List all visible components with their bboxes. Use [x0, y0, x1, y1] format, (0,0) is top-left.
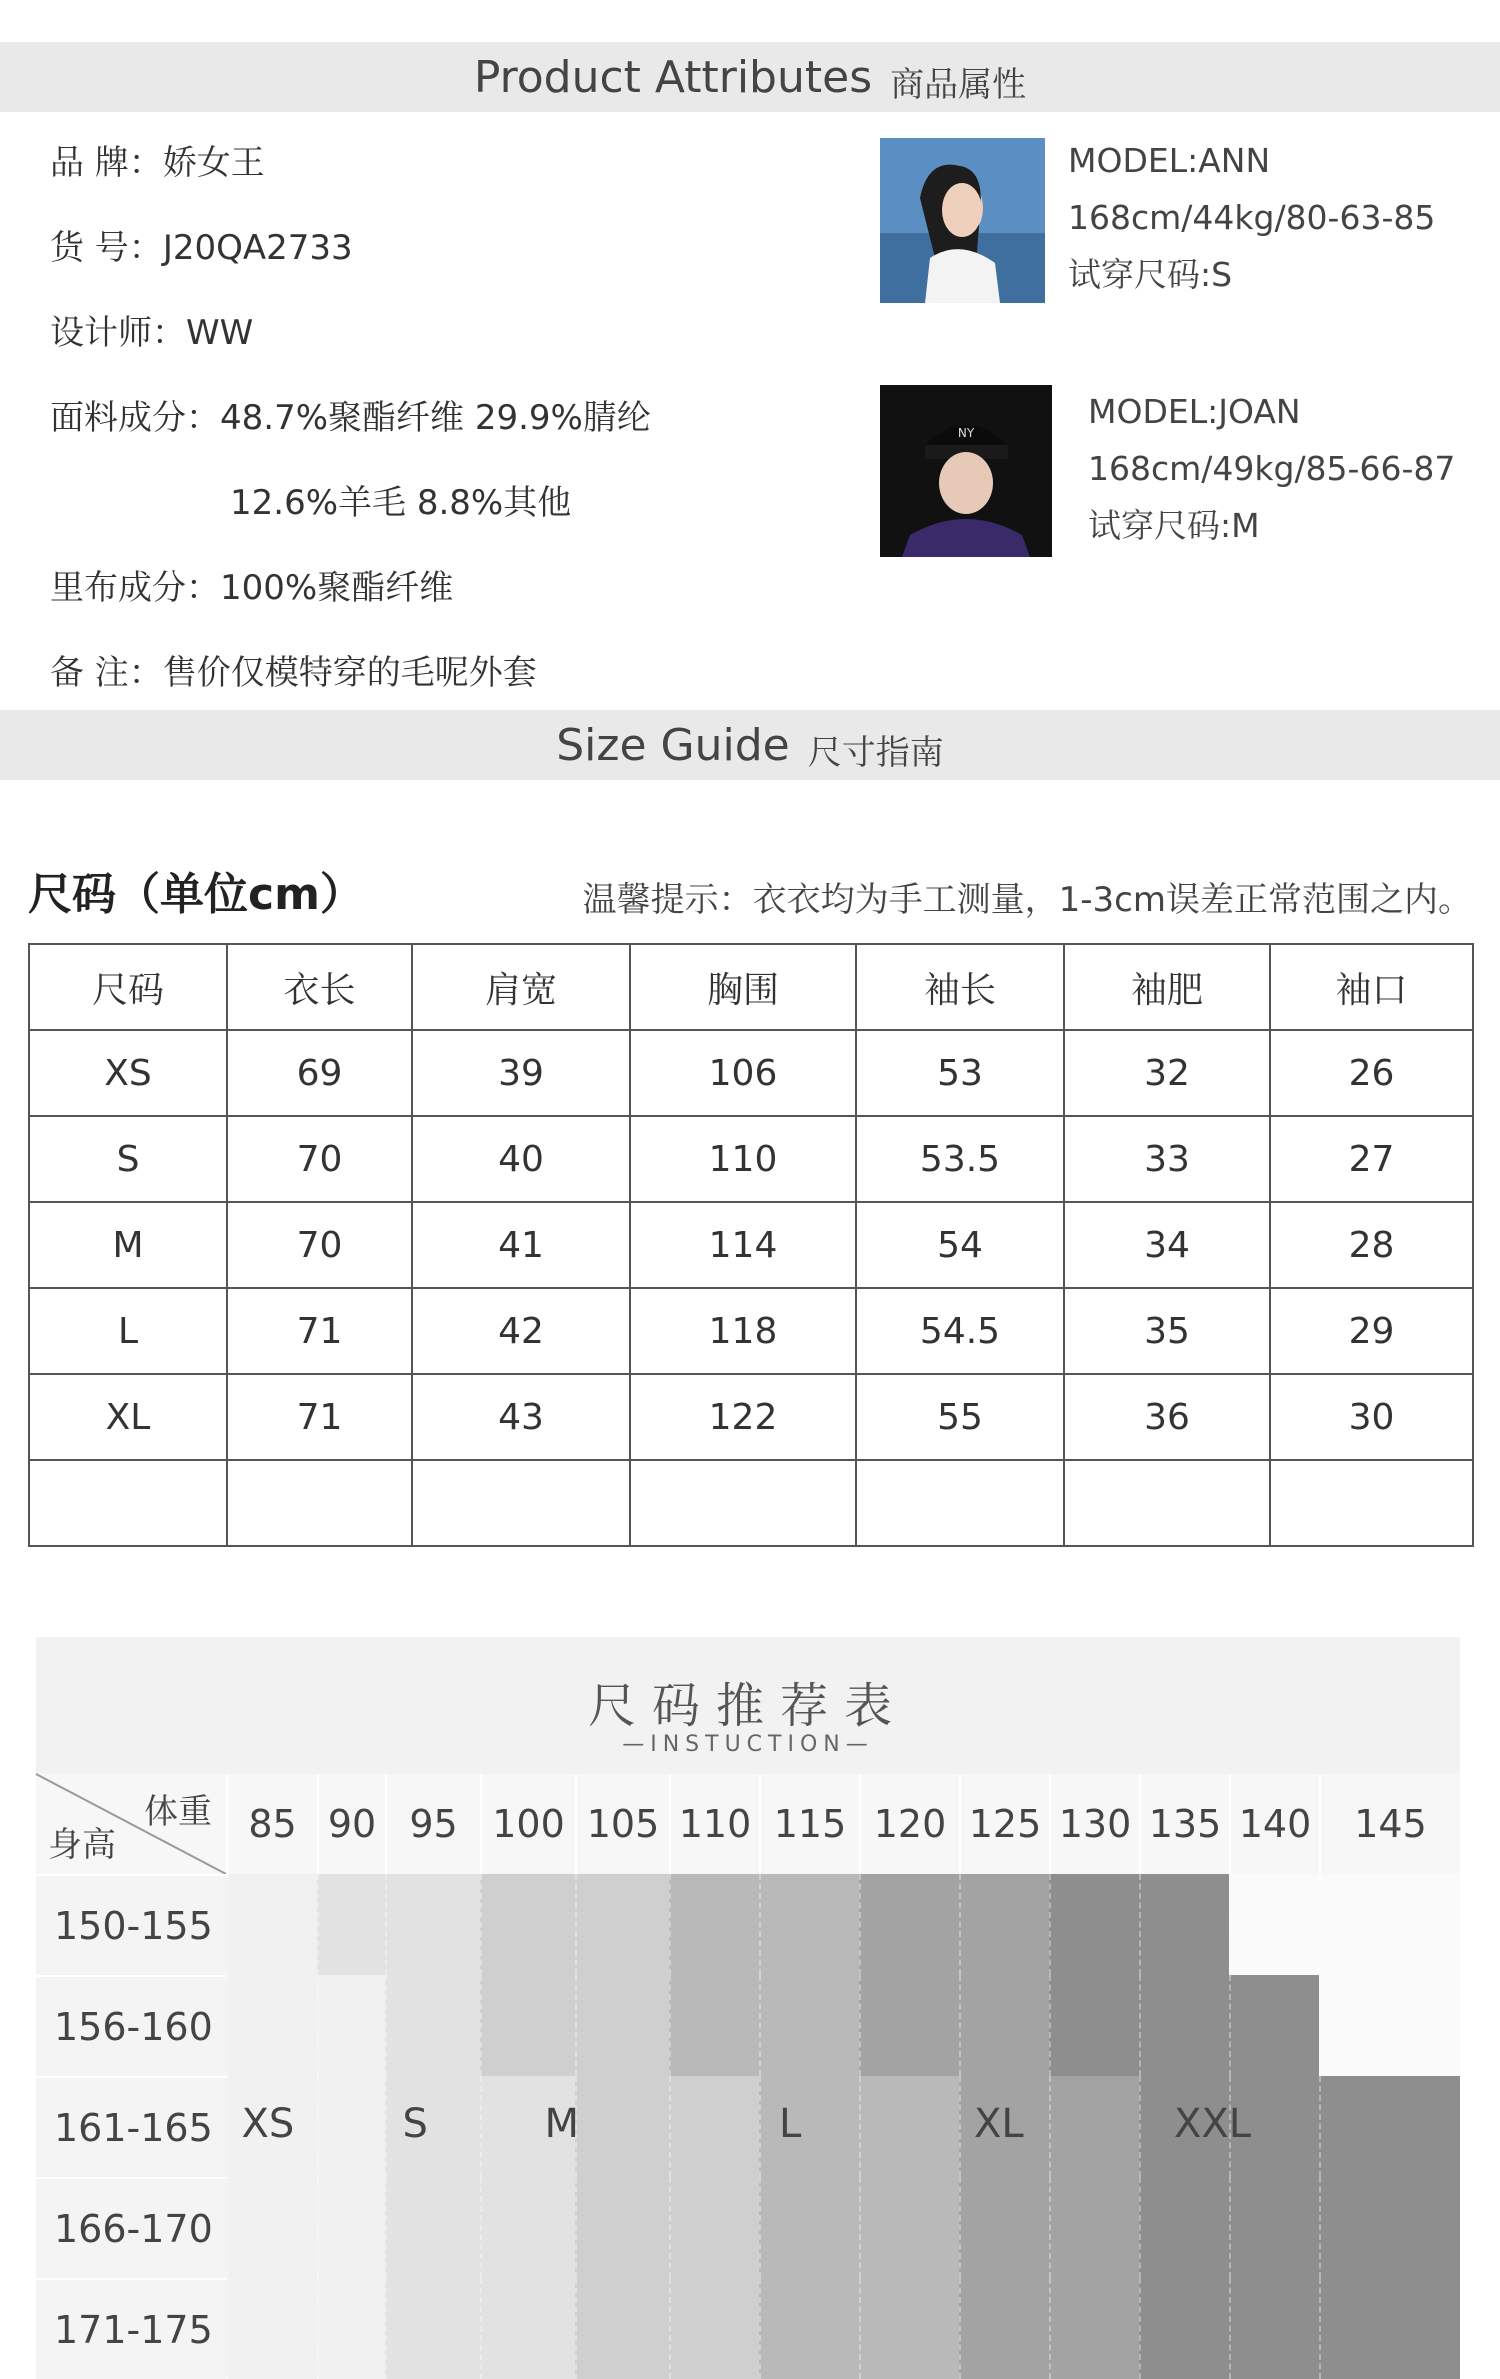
measurement-cell: 53 — [856, 1030, 1064, 1116]
measurement-cell — [227, 1460, 412, 1546]
weight-column-header: 90 — [317, 1774, 385, 1874]
measurement-cell: 26 — [1270, 1030, 1473, 1116]
attr-label: 备 注： — [50, 653, 163, 693]
weight-column-header: 100 — [480, 1774, 575, 1874]
attr-label: 设计师： — [50, 313, 186, 353]
measurement-cell: 36 — [1064, 1374, 1270, 1460]
recommend-cell — [575, 1975, 669, 2076]
column-header: 衣长 — [227, 944, 412, 1030]
attr-item-number — [50, 220, 353, 269]
recommend-cell — [959, 1874, 1049, 1975]
measurement-cell: 106 — [630, 1030, 856, 1116]
measurement-cell: 55 — [856, 1374, 1064, 1460]
measurement-cell: 114 — [630, 1202, 856, 1288]
measurement-cell: 39 — [412, 1030, 630, 1116]
weight-axis-label: 体重 — [144, 1792, 212, 1832]
recommend-cell — [226, 2177, 317, 2278]
model-joan-avatar — [880, 385, 1052, 557]
recommend-cell — [1319, 2177, 1460, 2278]
recommend-cell — [317, 1874, 385, 1975]
measurement-cell — [1270, 1460, 1473, 1546]
recommend-cell — [759, 1975, 859, 2076]
measurement-cell: 54 — [856, 1202, 1064, 1288]
recommend-cell — [859, 1975, 959, 2076]
recommend-cell — [1229, 2278, 1319, 2379]
attr-value: 12.6%羊毛 8.8%其他 — [230, 483, 572, 523]
measurement-cell: 122 — [630, 1374, 856, 1460]
measurement-cell: 71 — [227, 1374, 412, 1460]
table-row — [29, 1116, 1473, 1202]
column-header: 袖口 — [1270, 944, 1473, 1030]
column-header: 袖肥 — [1064, 944, 1270, 1030]
recommend-cell — [385, 2177, 480, 2278]
recommend-cell — [575, 2076, 669, 2177]
recommend-cell — [1229, 2177, 1319, 2278]
size-table — [28, 943, 1474, 1547]
recommend-cell — [1319, 2278, 1460, 2379]
weight-column-header: 135 — [1139, 1774, 1229, 1874]
size-cell: M — [29, 1202, 227, 1288]
recommend-cell — [1229, 1874, 1319, 1975]
section-title-en: Product Attributes — [473, 51, 873, 103]
recommend-cell — [859, 2278, 959, 2379]
attr-designer — [50, 305, 253, 354]
recommend-cell — [959, 2177, 1049, 2278]
model-trial-size: 试穿尺码:S — [1068, 255, 1233, 294]
size-zone-label: S — [402, 2101, 428, 2147]
recommend-cell — [1049, 1975, 1139, 2076]
weight-column-header: 140 — [1229, 1774, 1319, 1874]
measurement-cell: 70 — [227, 1116, 412, 1202]
weight-column-header: 120 — [859, 1774, 959, 1874]
table-row — [29, 1288, 1473, 1374]
recommend-cell — [385, 2076, 480, 2177]
weight-column-header: 105 — [575, 1774, 669, 1874]
measurement-cell: 53.5 — [856, 1116, 1064, 1202]
recommend-cell — [669, 1874, 759, 1975]
recommend-cell — [480, 1874, 575, 1975]
attr-label: 货 号： — [50, 228, 163, 268]
measurement-cell: 33 — [1064, 1116, 1270, 1202]
product-attributes-header — [0, 42, 1500, 112]
attr-value: 100%聚酯纤维 — [220, 568, 454, 608]
recommend-cell — [317, 1975, 385, 2076]
measurement-cell: 43 — [412, 1374, 630, 1460]
size-cell: S — [29, 1116, 227, 1202]
measurement-cell — [856, 1460, 1064, 1546]
recommend-cell — [480, 2278, 575, 2379]
recommend-cell — [317, 2278, 385, 2379]
measurement-cell: 34 — [1064, 1202, 1270, 1288]
svg-text:NY: NY — [957, 426, 975, 440]
recommend-subtitle-text: INSTUCTION — [650, 1732, 846, 1757]
measurement-cell: 29 — [1270, 1288, 1473, 1374]
attr-label: 品 牌： — [50, 143, 163, 183]
recommend-cell — [1319, 2076, 1460, 2177]
size-cell — [29, 1460, 227, 1546]
height-row-header: 161-165 — [36, 2076, 226, 2177]
recommend-cell — [1049, 2177, 1139, 2278]
recommend-cell — [317, 2076, 385, 2177]
size-table-heading: 尺码（单位cm） — [28, 869, 364, 920]
measurement-cell: 41 — [412, 1202, 630, 1288]
attr-brand — [50, 135, 265, 184]
size-table-body — [29, 1030, 1473, 1546]
measurement-cell — [630, 1460, 856, 1546]
weight-column-header: 145 — [1319, 1774, 1460, 1874]
recommend-cell — [959, 2278, 1049, 2379]
recommend-cell — [1139, 2278, 1229, 2379]
model-name: MODEL:JOAN — [1088, 392, 1301, 431]
recommend-cell — [480, 2177, 575, 2278]
recommend-cell — [669, 1975, 759, 2076]
section-title-cn: 尺寸指南 — [807, 732, 944, 773]
weight-column-header: 115 — [759, 1774, 859, 1874]
attr-fabric — [50, 390, 651, 439]
recommend-cell — [1049, 2278, 1139, 2379]
measurement-tip: 温馨提示：衣衣均为手工测量，1-3cm误差正常范围之内。 — [582, 880, 1472, 920]
size-cell: L — [29, 1288, 227, 1374]
measurement-cell: 54.5 — [856, 1288, 1064, 1374]
weight-column-header: 85 — [226, 1774, 317, 1874]
attr-lining — [50, 560, 453, 609]
recommend-cell — [385, 1975, 480, 2076]
attr-value: J20QA2733 — [162, 228, 353, 268]
measurement-cell — [1064, 1460, 1270, 1546]
size-cell: XL — [29, 1374, 227, 1460]
recommend-cell — [759, 2177, 859, 2278]
column-header: 肩宽 — [412, 944, 630, 1030]
recommend-cell — [226, 2278, 317, 2379]
recommend-cell — [480, 1975, 575, 2076]
table-row — [29, 1202, 1473, 1288]
attr-label: 面料成分： — [50, 398, 220, 438]
measurement-cell: 40 — [412, 1116, 630, 1202]
height-axis-label: 身高 — [48, 1825, 116, 1865]
recommend-cell — [759, 1874, 859, 1975]
recommend-cell — [385, 2278, 480, 2379]
height-row-header: 171-175 — [36, 2278, 226, 2379]
recommend-cell — [1049, 1874, 1139, 1975]
column-header: 袖长 — [856, 944, 1064, 1030]
recommend-cell — [859, 1874, 959, 1975]
recommend-cell — [759, 2278, 859, 2379]
measurement-cell: 27 — [1270, 1116, 1473, 1202]
recommend-cell — [575, 1874, 669, 1975]
height-row-header: 156-160 — [36, 1975, 226, 2076]
model-stats: 168cm/49kg/85-66-87 — [1088, 449, 1456, 488]
recommend-cell — [575, 2278, 669, 2379]
recommend-cell — [317, 2177, 385, 2278]
recommend-cell — [1319, 1975, 1460, 2076]
measurement-cell: 30 — [1270, 1374, 1473, 1460]
height-row-header: 166-170 — [36, 2177, 226, 2278]
recommend-cell — [1229, 1975, 1319, 2076]
size-zone-label: L — [779, 2101, 802, 2147]
recommend-cell — [759, 2076, 859, 2177]
weight-column-header: 130 — [1049, 1774, 1139, 1874]
recommend-cell — [1139, 1874, 1229, 1975]
recommend-cell — [669, 2278, 759, 2379]
model-trial-size: 试穿尺码:M — [1088, 506, 1260, 545]
corner-header — [36, 1774, 226, 1874]
size-guide-header — [0, 710, 1500, 780]
model-ann-avatar — [880, 138, 1045, 303]
size-zone-label: XL — [974, 2101, 1024, 2147]
recommend-cell — [1139, 1975, 1229, 2076]
table-header-row — [29, 944, 1473, 1030]
measurement-cell: 32 — [1064, 1030, 1270, 1116]
recommend-cell — [669, 2177, 759, 2278]
measurement-cell: 71 — [227, 1288, 412, 1374]
measurement-cell: 70 — [227, 1202, 412, 1288]
measurement-cell — [412, 1460, 630, 1546]
recommend-cell — [959, 1975, 1049, 2076]
recommend-cell — [1139, 2177, 1229, 2278]
model-ann-info — [1068, 132, 1435, 303]
model-joan-info — [1088, 383, 1455, 554]
attr-label: 里布成分： — [50, 568, 220, 608]
recommend-cell — [226, 1874, 317, 1975]
recommend-title: 尺码推荐表 — [587, 1678, 908, 1734]
attr-value: 48.7%聚酯纤维 29.9%腈纶 — [220, 398, 651, 438]
model-name: MODEL:ANN — [1068, 141, 1271, 180]
weight-column-header: 95 — [385, 1774, 480, 1874]
column-header: 尺码 — [29, 944, 227, 1030]
attr-value: WW — [186, 313, 254, 353]
recommend-cell — [575, 2177, 669, 2278]
recommend-cell — [859, 2076, 959, 2177]
attr-fabric-cont — [230, 475, 571, 524]
weight-column-header: 110 — [669, 1774, 759, 1874]
recommend-cell — [1049, 2076, 1139, 2177]
height-row-header: 150-155 — [36, 1874, 226, 1975]
recommend-subtitle: —INSTUCTION— — [622, 1732, 874, 1757]
section-title-en: Size Guide — [556, 719, 790, 771]
column-header: 胸围 — [630, 944, 856, 1030]
size-cell: XS — [29, 1030, 227, 1116]
weight-column-header: 125 — [959, 1774, 1049, 1874]
measurement-cell: 35 — [1064, 1288, 1270, 1374]
recommend-cell — [669, 2076, 759, 2177]
table-row — [29, 1460, 1473, 1546]
recommend-cell — [859, 2177, 959, 2278]
size-zone-label: M — [544, 2101, 580, 2147]
attr-note — [50, 645, 537, 694]
recommend-cell — [1319, 1874, 1460, 1975]
size-zone-label: XXL — [1174, 2101, 1252, 2147]
table-row — [29, 1030, 1473, 1116]
measurement-cell: 110 — [630, 1116, 856, 1202]
section-title-cn: 商品属性 — [890, 64, 1027, 105]
size-zone-label: XS — [241, 2101, 295, 2147]
measurement-cell: 118 — [630, 1288, 856, 1374]
measurement-cell: 69 — [227, 1030, 412, 1116]
attr-value: 售价仅模特穿的毛呢外套 — [162, 653, 537, 693]
recommend-cell — [385, 1874, 480, 1975]
measurement-cell: 42 — [412, 1288, 630, 1374]
attr-value: 娇女王 — [162, 143, 265, 183]
model-stats: 168cm/44kg/80-63-85 — [1068, 198, 1436, 237]
table-row — [29, 1374, 1473, 1460]
size-recommendation-table — [36, 1637, 1460, 2352]
recommend-cell — [226, 1975, 317, 2076]
measurement-cell: 28 — [1270, 1202, 1473, 1288]
